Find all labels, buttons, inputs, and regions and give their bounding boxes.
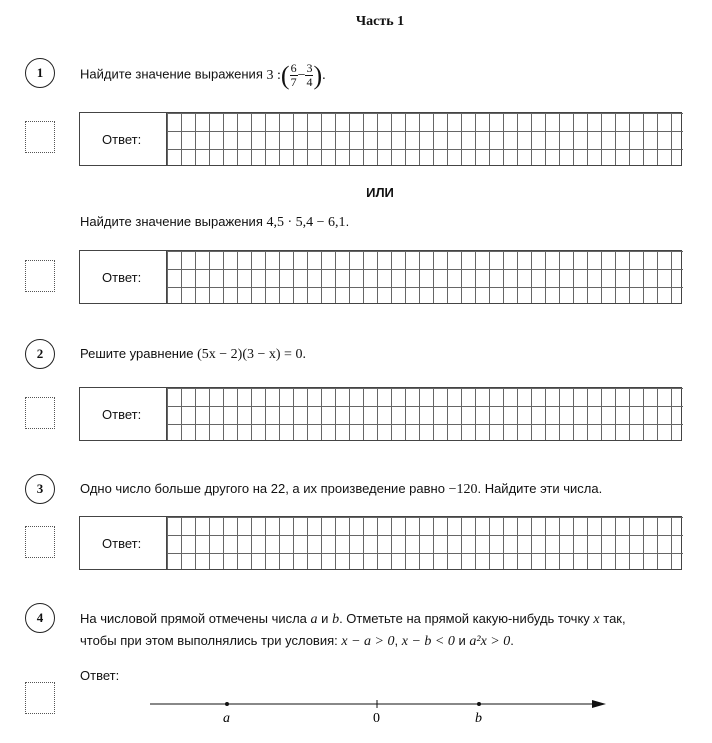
task-1-expr-prefix: 3 :	[266, 67, 281, 83]
or-label: ИЛИ	[366, 185, 394, 200]
task-3-value: −120	[448, 482, 478, 497]
task-2-equation: (5x − 2)(3 − x) = 0.	[197, 347, 306, 362]
label-a: a	[223, 711, 230, 726]
task-number-3: 3	[25, 474, 55, 504]
answer-box-2[interactable]	[79, 387, 682, 441]
condition-2: x − b < 0	[401, 634, 455, 649]
task-2-prompt: Решите уравнение	[80, 346, 194, 361]
fraction-numerator: 3	[306, 61, 313, 75]
condition-3: a²x > 0	[469, 634, 511, 649]
task-4-tail: .	[510, 633, 514, 648]
task-number-1: 1	[25, 58, 55, 88]
task-1-alt-expression: 4,5 · 5,4 − 6,1	[266, 215, 346, 230]
task-1-prompt: Найдите значение выражения	[80, 66, 263, 82]
variable-a: a	[310, 612, 318, 627]
fraction-denominator: 7	[290, 75, 297, 89]
task-3-prompt: Одно число больше другого на 22, а их произведение равно	[80, 481, 445, 496]
task-4-prompt-a: На числовой прямой отмечены числа	[80, 611, 307, 626]
label-zero: 0	[373, 711, 380, 726]
task-3-text	[80, 478, 602, 500]
page-title: Часть 1	[355, 14, 405, 29]
minus-sign: −	[297, 67, 306, 83]
variable-x: x	[593, 612, 600, 627]
task-4-prompt-b: . Отметьте на прямой какую-нибудь точку	[339, 611, 590, 626]
task-4-text	[80, 608, 685, 652]
arrow-right-icon	[592, 700, 606, 708]
answer-label-4: Ответ:	[80, 668, 120, 683]
answer-checkbox-3[interactable]	[25, 526, 55, 558]
answer-grid-1[interactable]	[166, 113, 683, 165]
task-4-line-2	[80, 630, 685, 652]
answer-box-1[interactable]	[79, 112, 682, 166]
point-b	[477, 702, 481, 706]
task-3-tail: . Найдите эти числа.	[477, 481, 603, 496]
task-1-alt-text	[80, 211, 349, 233]
condition-1: x − a > 0	[341, 634, 395, 649]
number-line[interactable]	[140, 690, 620, 730]
variable-b: b	[332, 612, 340, 627]
task-4-line-1	[80, 608, 685, 630]
task-4-prompt-d: чтобы при этом выполнялись три условия:	[80, 633, 338, 648]
fraction-numerator: 6	[290, 61, 297, 75]
task-1-tail: .	[322, 67, 326, 83]
fraction-6-7	[290, 62, 298, 89]
answer-checkbox-2[interactable]	[25, 397, 55, 429]
point-a	[225, 702, 229, 706]
answer-box-1-alt[interactable]	[79, 250, 682, 304]
task-1-alt-tail: .	[345, 214, 350, 229]
fraction-denominator: 4	[306, 75, 313, 89]
answer-grid-2[interactable]	[166, 388, 683, 440]
comma: ,	[394, 633, 399, 648]
answer-checkbox-4[interactable]	[25, 682, 55, 714]
answer-box-3[interactable]	[79, 516, 682, 570]
answer-checkbox-1-alt[interactable]	[25, 260, 55, 292]
answer-label: Ответ:	[102, 269, 142, 285]
answer-grid-3[interactable]	[166, 517, 683, 569]
answer-label: Ответ:	[102, 535, 142, 551]
conjunction-and-2: и	[458, 633, 466, 648]
label-b: b	[475, 711, 482, 726]
conjunction-and: и	[321, 611, 329, 626]
answer-label: Ответ:	[102, 406, 142, 422]
answer-grid-1-alt[interactable]	[166, 251, 683, 303]
task-1-expression: 3 :( $\frac{6}{7}$ − $\frac{3}{4}$ ).	[266, 60, 326, 90]
task-1-alt-prompt: Найдите значение выражения	[80, 214, 263, 229]
task-number-2: 2	[25, 339, 55, 369]
task-2-text	[80, 343, 306, 365]
answer-label: Ответ:	[102, 131, 142, 147]
answer-checkbox-1[interactable]	[25, 121, 55, 153]
task-4-prompt-c: так,	[603, 611, 626, 626]
task-number-4: 4	[25, 603, 55, 633]
task-1-text	[80, 62, 326, 89]
